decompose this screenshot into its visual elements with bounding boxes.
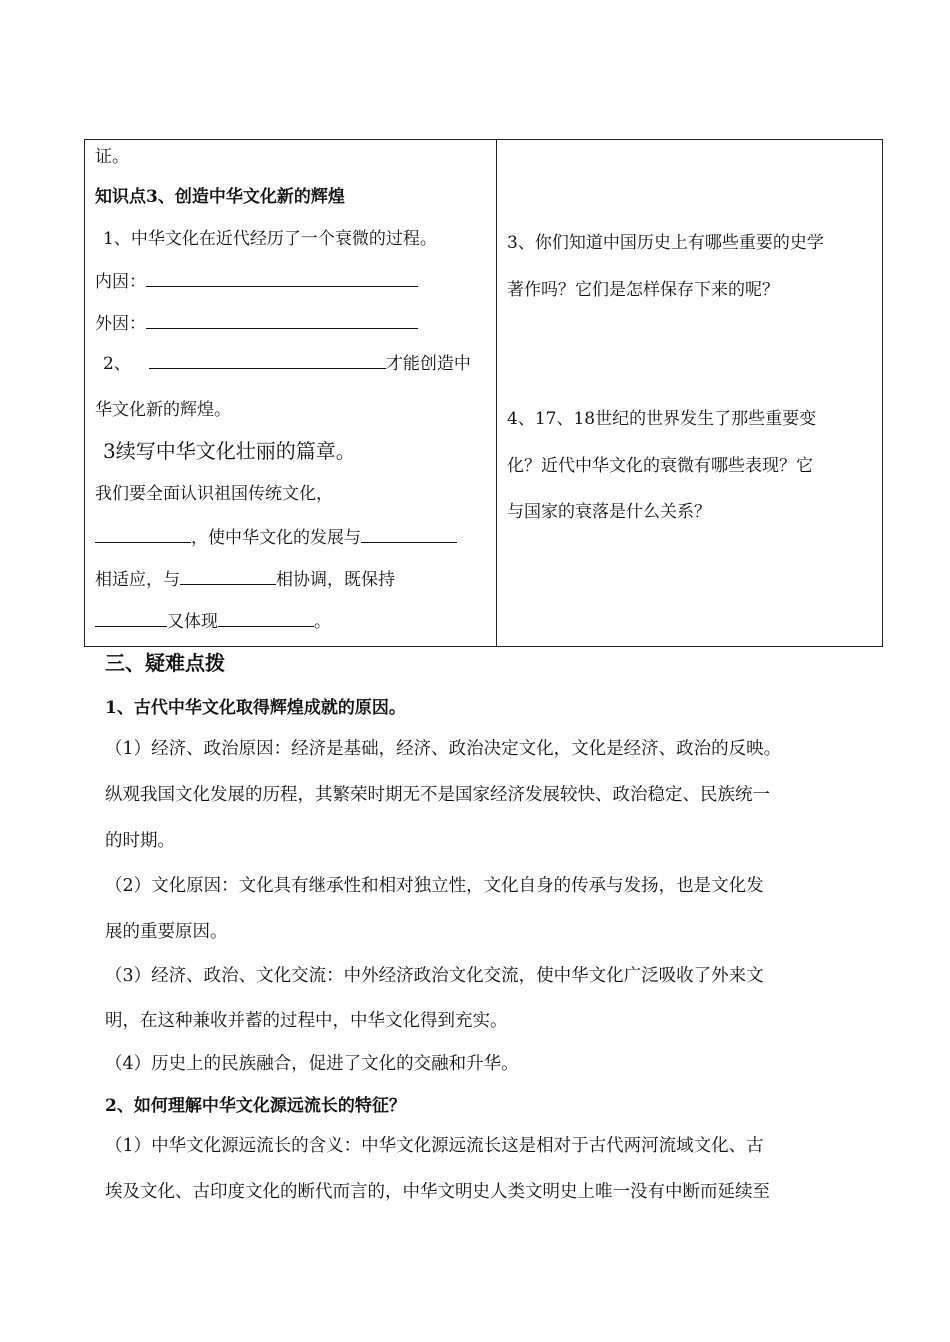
question-4-line-3: 与国家的衰落是什么关系？ — [507, 502, 711, 522]
question-4-line-1: 4、17、18世纪的世界发生了那些重要变 — [507, 409, 817, 429]
inner-cause-blank[interactable] — [146, 270, 418, 287]
paragraph-line-3-post: 相协调，既保持 — [276, 570, 395, 590]
item-2-row — [103, 352, 471, 375]
item-2-prefix: 2、 — [103, 354, 131, 374]
inner-cause-label: 内因： — [95, 272, 146, 292]
knowledge-point-heading: 知识点3、创造中华文化新的辉煌 — [95, 187, 345, 207]
section-title: 三、疑难点拨 — [105, 651, 225, 675]
question-1-title: 1、古代中华文化取得辉煌成就的原因。 — [105, 698, 406, 718]
paragraph-line-2-text: ，使中华文化的发展与 — [191, 528, 361, 548]
q1-para-2-line-2: 展的重要原因。 — [105, 922, 228, 942]
q1-para-2-line-1: （2）文化原因：文化具有继承性和相对独立性，文化自身的传承与发扬，也是文化发 — [105, 876, 764, 896]
question-2-title: 2、如何理解中华文化源远流长的特征？ — [105, 1096, 406, 1116]
outer-cause-label: 外因： — [95, 314, 146, 334]
q1-para-1-line-2: 纵观我国文化发展的历程，其繁荣时期无不是国家经济发展较快、政治稳定、民族统一 — [105, 785, 770, 805]
question-4-line-2: 化？近代中华文化的衰微有哪些表现？它 — [507, 456, 813, 476]
continued-text: 证。 — [95, 147, 129, 167]
blank-line-3[interactable] — [180, 568, 276, 585]
q1-para-3-line-2: 明，在这种兼收并蓄的过程中，中华文化得到充实。 — [105, 1011, 508, 1031]
blank-line-4b[interactable] — [218, 610, 314, 627]
q1-para-3-line-1: （3）经济、政治、文化交流：中外经济政治文化交流，使中华文化广泛吸收了外来文 — [105, 966, 764, 986]
outer-cause-blank[interactable] — [146, 312, 418, 329]
paragraph-line-4 — [95, 610, 331, 633]
q1-para-1-line-3: 的时期。 — [105, 831, 175, 851]
table-column-divider — [496, 140, 497, 646]
q1-para-1-line-1: （1）经济、政治原因：经济是基础，经济、政治决定文化，文化是经济、政治的反映。 — [105, 739, 782, 759]
paragraph-line-2 — [95, 526, 457, 549]
blank-line-4a[interactable] — [95, 610, 167, 627]
blank-line-2b[interactable] — [361, 526, 457, 543]
paragraph-line-4-mid: 又体现 — [167, 612, 218, 632]
item-2-blank[interactable] — [149, 352, 386, 369]
outer-cause-row — [95, 312, 418, 335]
blank-line-2a[interactable] — [95, 526, 191, 543]
q2-para-1-line-2: 埃及文化、古印度文化的断代而言的，中华文明史人类文明史上唯一没有中断而延续至 — [105, 1182, 770, 1202]
paragraph-line-3 — [95, 568, 395, 591]
question-3-line-2: 著作吗？它们是怎样保存下来的呢？ — [507, 280, 779, 300]
paragraph-line-4-end: 。 — [314, 612, 331, 632]
question-3-line-1: 3、你们知道中国历史上有哪些重要的史学 — [507, 233, 824, 253]
item-1-text: 1、中华文化在近代经历了一个衰微的过程。 — [103, 229, 437, 249]
item-2-suffix: 才能创造中 — [385, 354, 471, 374]
paragraph-line-3-pre: 相适应，与 — [95, 570, 180, 590]
item-3-text: 3续写中华文化壮丽的篇章。 — [103, 439, 356, 463]
inner-cause-row — [95, 270, 418, 293]
q1-para-4: （4）历史上的民族融合，促进了文化的交融和升华。 — [105, 1054, 519, 1074]
q2-para-1-line-1: （1）中华文化源远流长的含义：中华文化源远流长这是相对于古代两河流域文化、古 — [105, 1136, 764, 1156]
item-2-continued: 华文化新的辉煌。 — [95, 400, 231, 420]
paragraph-line-1: 我们要全面认识祖国传统文化， — [95, 484, 333, 504]
